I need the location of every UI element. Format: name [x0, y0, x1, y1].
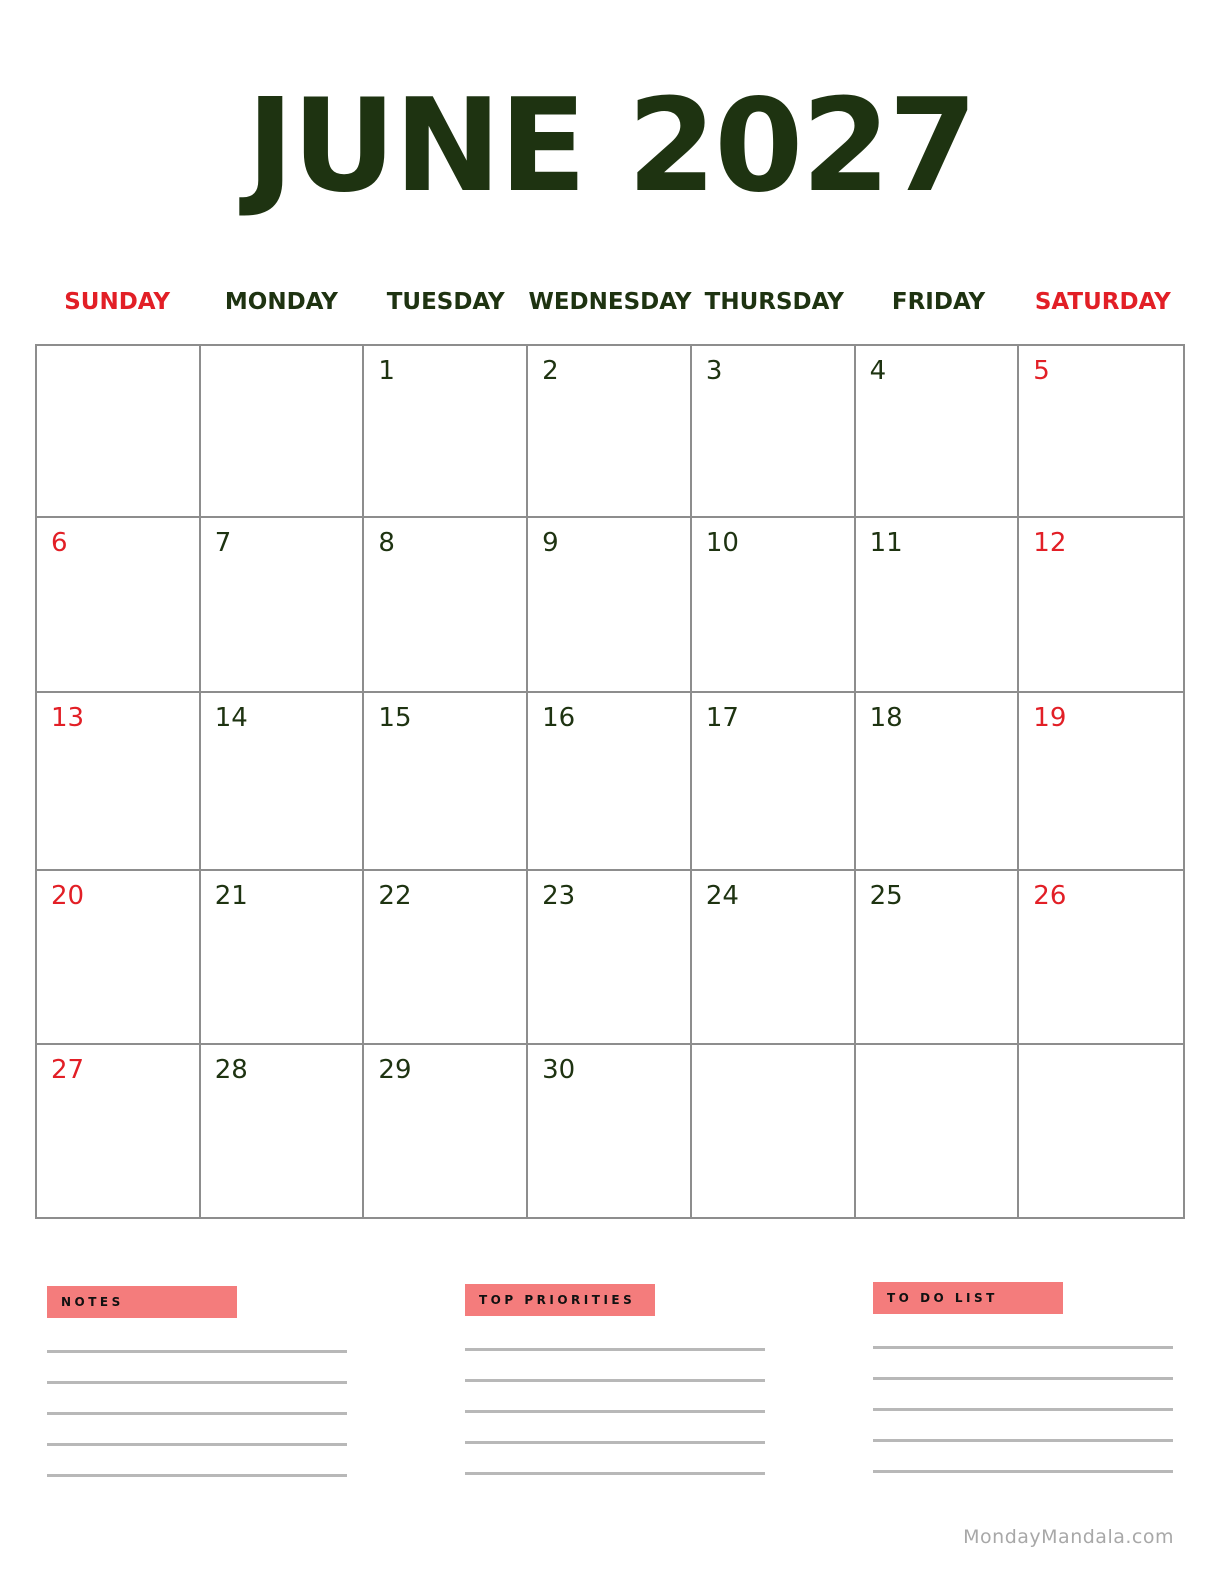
day-cell[interactable] [364, 346, 528, 518]
day-cell[interactable] [1019, 871, 1183, 1045]
weekday-wednesday: WEDNESDAY [528, 289, 692, 315]
day-number: 14 [214, 703, 248, 733]
day-number: 3 [705, 356, 723, 386]
day-cell[interactable] [37, 693, 201, 871]
day-cell[interactable] [1019, 346, 1183, 518]
notes-line[interactable] [47, 1350, 347, 1353]
day-cell[interactable] [1019, 1045, 1183, 1217]
day-number: 28 [214, 1055, 248, 1085]
day-cell[interactable] [692, 693, 856, 871]
day-cell[interactable] [37, 1045, 201, 1217]
day-cell[interactable] [528, 871, 692, 1045]
day-cell[interactable] [856, 346, 1020, 518]
notes-line[interactable] [47, 1443, 347, 1446]
calendar-title: JUNE 2027 [246, 72, 976, 221]
day-cell[interactable] [201, 693, 365, 871]
day-cell[interactable] [692, 346, 856, 518]
todo-line[interactable] [873, 1346, 1173, 1349]
day-number: 23 [542, 881, 576, 911]
day-number: 7 [214, 528, 232, 558]
day-cell[interactable] [528, 518, 692, 693]
day-number: 1 [378, 356, 395, 386]
todo-line[interactable] [873, 1408, 1173, 1411]
weekday-tuesday: TUESDAY [386, 289, 505, 315]
day-cell[interactable] [201, 1045, 365, 1217]
day-number: 30 [542, 1055, 576, 1085]
day-cell[interactable] [528, 1045, 692, 1217]
day-cell[interactable] [856, 518, 1020, 693]
day-number: 2 [542, 356, 559, 386]
day-cell[interactable] [37, 518, 201, 693]
day-cell[interactable] [364, 1045, 528, 1217]
day-cell[interactable] [37, 871, 201, 1045]
weekday-sunday: SUNDAY [64, 289, 171, 315]
priorities-line[interactable] [465, 1441, 765, 1444]
priorities-line[interactable] [465, 1348, 765, 1351]
day-number: 11 [869, 528, 903, 558]
day-number: 18 [869, 703, 903, 733]
todo-line[interactable] [873, 1470, 1173, 1473]
weekday-friday: FRIDAY [891, 289, 986, 315]
weekday-thursday: THURSDAY [704, 289, 844, 315]
todo-line[interactable] [873, 1377, 1173, 1380]
day-cell[interactable] [201, 871, 365, 1045]
day-number: 16 [542, 703, 576, 733]
day-number: 17 [705, 703, 739, 733]
day-number: 27 [51, 1055, 85, 1085]
weekday-header-row [35, 282, 1185, 322]
day-number: 9 [542, 528, 559, 558]
notes-line[interactable] [47, 1412, 347, 1415]
day-cell[interactable] [201, 518, 365, 693]
day-number: 21 [214, 881, 248, 911]
day-cell[interactable] [364, 693, 528, 871]
day-number: 10 [705, 528, 739, 558]
day-cell[interactable] [364, 518, 528, 693]
day-number: 6 [51, 528, 68, 558]
day-number: 25 [869, 881, 903, 911]
weekday-monday: MONDAY [224, 289, 338, 315]
day-cell[interactable] [856, 1045, 1020, 1217]
calendar-grid [35, 344, 1185, 1219]
day-number: 26 [1033, 881, 1067, 911]
priorities-label: TOP PRIORITIES [465, 1284, 655, 1316]
priorities-line[interactable] [465, 1379, 765, 1382]
day-cell[interactable] [37, 346, 201, 518]
day-number: 24 [705, 881, 739, 911]
day-number: 19 [1033, 703, 1067, 733]
day-number: 20 [51, 881, 85, 911]
day-cell[interactable] [856, 871, 1020, 1045]
day-number: 5 [1033, 356, 1050, 386]
day-cell[interactable] [692, 518, 856, 693]
day-number: 12 [1033, 528, 1067, 558]
day-cell[interactable] [1019, 693, 1183, 871]
day-cell[interactable] [692, 1045, 856, 1217]
day-cell[interactable] [1019, 518, 1183, 693]
day-number: 4 [869, 356, 887, 386]
day-number: 15 [378, 703, 412, 733]
day-cell[interactable] [364, 871, 528, 1045]
notes-line[interactable] [47, 1474, 347, 1477]
notes-line[interactable] [47, 1381, 347, 1384]
day-cell[interactable] [528, 693, 692, 871]
priorities-line[interactable] [465, 1472, 765, 1475]
weekday-saturday: SATURDAY [1034, 289, 1171, 315]
day-cell[interactable] [856, 693, 1020, 871]
day-number: 13 [51, 703, 85, 733]
priorities-line[interactable] [465, 1410, 765, 1413]
day-cell[interactable] [201, 346, 365, 518]
day-cell[interactable] [528, 346, 692, 518]
day-cell[interactable] [692, 871, 856, 1045]
watermark: MondayMandala.com [963, 1526, 1174, 1548]
day-number: 22 [378, 881, 412, 911]
day-number: 8 [378, 528, 395, 558]
notes-label: NOTES [47, 1286, 237, 1318]
day-number: 29 [378, 1055, 412, 1085]
todo-label: TO DO LIST [873, 1282, 1063, 1314]
todo-line[interactable] [873, 1439, 1173, 1442]
